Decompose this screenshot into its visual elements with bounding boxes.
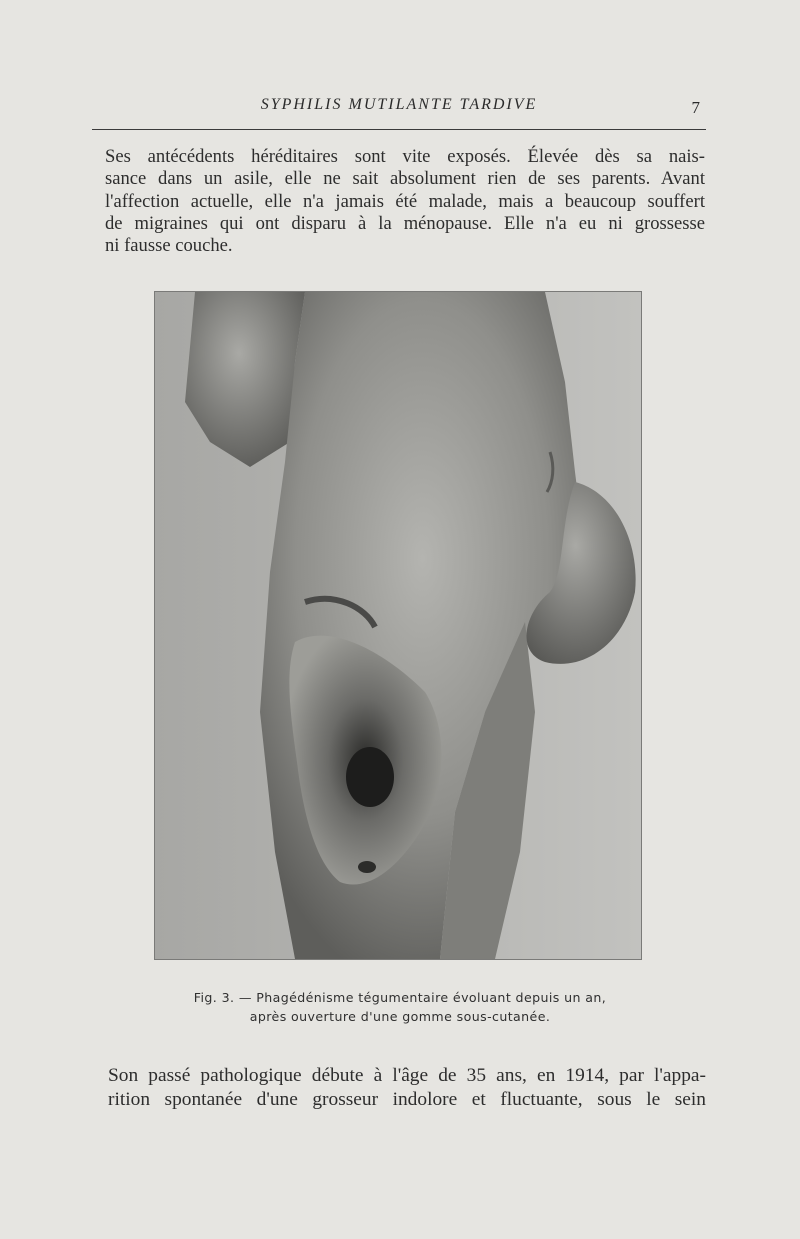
- paragraph-antecedents: [105, 146, 705, 257]
- figure-photograph: [154, 291, 642, 960]
- text-line: rition spontanée d'une grosseur indolore et fluctuante, sous le sein: [108, 1089, 706, 1110]
- running-title: SYPHILIS MUTILANTE TARDIVE: [260, 96, 538, 113]
- caption-line: après ouverture d'une gomme sous-cutanée.: [249, 1009, 551, 1024]
- header-rule: [92, 129, 706, 130]
- text-line: ni fausse couche.: [105, 235, 233, 257]
- running-head: [92, 96, 706, 126]
- text-line: de migraines qui ont disparu à la ménopause. Elle n'a eu ni grossesse: [105, 212, 705, 234]
- text-line: sance dans un asile, elle ne sait absolument rien de ses parents. Avant: [105, 168, 705, 190]
- page-number: 7: [691, 98, 700, 117]
- text-line: Son passé pathologique débute à l'âge de 35 ans, en 1914, par l'appa-: [108, 1065, 706, 1086]
- caption-line: Fig. 3. — Phagédénisme tégumentaire évoluant depuis un an,: [193, 990, 607, 1005]
- ulcer-spot: [358, 861, 376, 873]
- text-line: l'affection actuelle, elle n'a jamais été malade, mais a beaucoup souffert: [105, 190, 705, 212]
- clinical-photo-illustration: [155, 292, 641, 959]
- ulcer-crater: [346, 747, 394, 807]
- text-line: Ses antécédents héréditaires sont vite exposés. Élevée dès sa nais-: [105, 146, 705, 167]
- figure-caption: [150, 988, 650, 1026]
- paragraph-pathology: [108, 1064, 706, 1112]
